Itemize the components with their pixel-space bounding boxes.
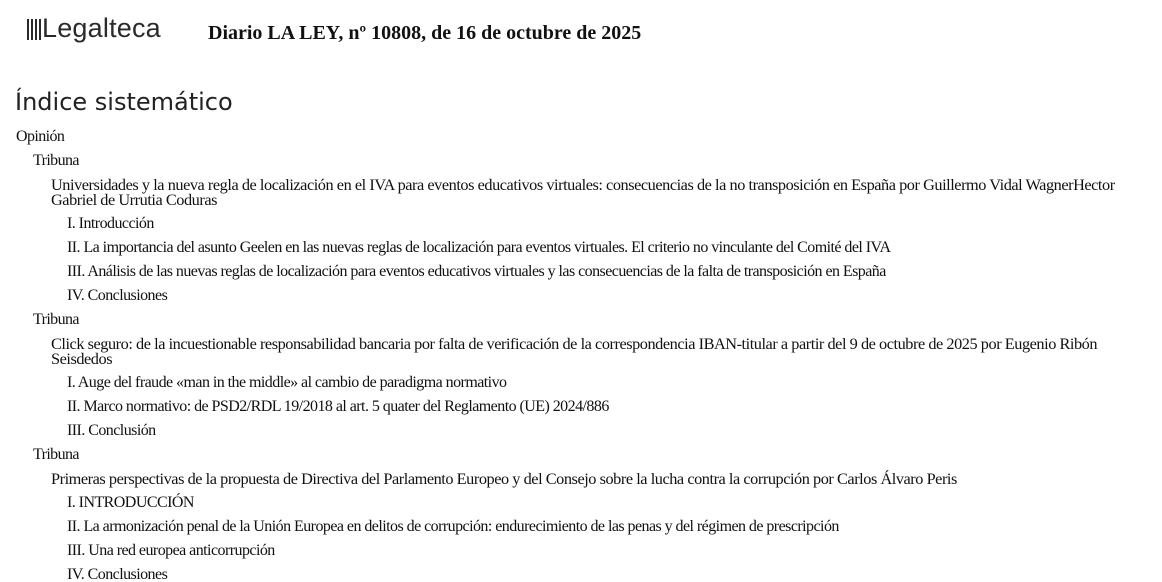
toc-chapter-link[interactable]: III. Una red europea anticorrupción	[67, 542, 275, 559]
journal-title: Diario LA LEY, nº 10808, de 16 de octubre de 2025	[208, 22, 642, 44]
toc-chapter-link[interactable]: IV. Conclusiones	[67, 566, 168, 582]
legalteca-logo[interactable]	[27, 13, 161, 44]
toc-chapter[interactable]	[0, 260, 1162, 284]
toc-chapter[interactable]	[0, 236, 1162, 260]
index-title: Índice sistemático	[15, 88, 233, 116]
toc-article-link[interactable]: Universidades y la nueva regla de localización en el IVA para eventos educativos virtuales: consecuencias de la no transposición en España por Guillermo Vidal WagnerHector Gabriel de Urrutia Coduras	[51, 175, 1115, 209]
toc-chapter[interactable]	[0, 563, 1162, 582]
toc-group	[0, 149, 1162, 308]
toc-chapter-link[interactable]: III. Conclusión	[67, 422, 156, 439]
page-header	[0, 0, 1162, 70]
toc-chapter[interactable]	[0, 515, 1162, 539]
toc-chapter[interactable]	[0, 212, 1162, 236]
toc-category-link[interactable]: Tribuna	[33, 152, 79, 169]
toc-article-link[interactable]: Click seguro: de la incuestionable responsabilidad bancaria por falta de verificación de la correspondencia IBAN-titular a partir del 9 de octubre de 2025 por Eugenio Ribón Seisdedos	[51, 334, 1098, 368]
toc-chapter-link[interactable]: I. Auge del fraude «man in the middle» al cambio de paradigma normativo	[67, 374, 507, 391]
toc-article[interactable]	[0, 469, 1162, 489]
toc-group	[0, 308, 1162, 443]
toc-group	[0, 443, 1162, 582]
toc-category-link[interactable]: Tribuna	[33, 446, 79, 463]
table-of-contents	[0, 125, 1162, 582]
toc-chapter-link[interactable]: III. Análisis de las nuevas reglas de localización para eventos educativos virtuales y las consecuencias de la falta de transposición en España	[67, 263, 886, 280]
toc-article-link[interactable]: Primeras perspectivas de la propuesta de Directiva del Parlamento Europeo y del Consejo sobre la lucha contra la corrupción por Carlos Álvaro Peris	[51, 469, 957, 488]
toc-article[interactable]	[0, 336, 1162, 366]
toc-chapter-link[interactable]: IV. Conclusiones	[67, 287, 168, 304]
toc-category[interactable]	[0, 149, 1162, 173]
toc-chapter-link[interactable]: II. La importancia del asunto Geelen en las nuevas reglas de localización para eventos virtuales. El criterio no vinculante del Comité del IVA	[67, 239, 891, 256]
toc-article[interactable]	[0, 177, 1162, 207]
toc-chapter[interactable]	[0, 395, 1162, 419]
toc-chapter[interactable]	[0, 284, 1162, 308]
bars-logo-icon	[27, 19, 41, 40]
logo-text: Legalteca	[42, 13, 161, 43]
toc-category[interactable]	[0, 443, 1162, 467]
toc-chapter[interactable]	[0, 419, 1162, 443]
toc-chapter-link[interactable]: II. Marco normativo: de PSD2/RDL 19/2018 al art. 5 quater del Reglamento (UE) 2024/886	[67, 398, 609, 415]
toc-chapter[interactable]	[0, 539, 1162, 563]
toc-chapter[interactable]	[0, 371, 1162, 395]
toc-chapter-link[interactable]: I. Introducción	[67, 215, 154, 232]
toc-section-link[interactable]: Opinión	[16, 128, 65, 145]
toc-chapter-link[interactable]: II. La armonización penal de la Unión Europea en delitos de corrupción: endurecimiento de las penas y del régimen de prescripción	[67, 518, 839, 535]
toc-chapter[interactable]	[0, 491, 1162, 515]
toc-chapter-link[interactable]: I. INTRODUCCIÓN	[67, 494, 194, 511]
toc-category-link[interactable]: Tribuna	[33, 311, 79, 328]
toc-category[interactable]	[0, 308, 1162, 332]
toc-section[interactable]	[0, 125, 1162, 149]
